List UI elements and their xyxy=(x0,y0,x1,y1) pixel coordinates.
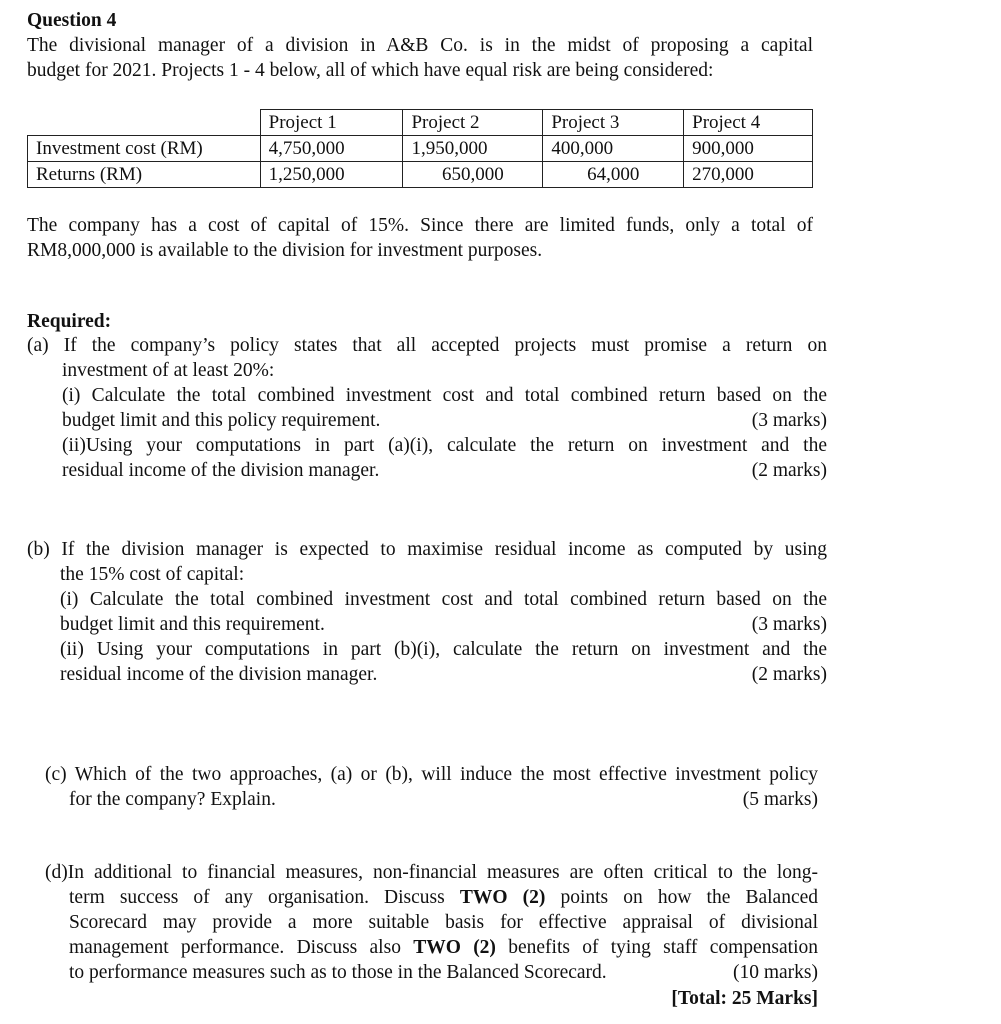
part-c-line-2 xyxy=(69,787,818,812)
projects-table xyxy=(27,109,813,188)
intro-line-2: budget for 2021. Projects 1 - 4 below, all of which have equal risk are being considered: xyxy=(27,60,714,81)
part-d-line-1: (d)In additional to financial measures, non-financial measures are often critical to the long- xyxy=(45,862,818,883)
part-d-text: to performance measures such as to those in the Balanced Scorecard. xyxy=(69,962,607,983)
returns-project-2: 650,000 xyxy=(403,162,543,188)
row-label-investment: Investment cost (RM) xyxy=(28,136,261,162)
investment-project-2: 1,950,000 xyxy=(403,136,543,162)
header-project-3: Project 3 xyxy=(543,110,684,136)
part-b-ii-marks: (2 marks) xyxy=(751,664,827,685)
part-d-marks: (10 marks) xyxy=(732,962,818,983)
table-corner-cell xyxy=(28,110,261,136)
question-header xyxy=(27,8,813,83)
part-c xyxy=(45,762,818,812)
context-line-2: RM8,000,000 is available to the division for investment purposes. xyxy=(27,240,543,261)
question-title: Question 4 xyxy=(27,10,117,31)
investment-project-1: 4,750,000 xyxy=(260,136,403,162)
part-b-ii-line-1: (ii) Using your computations in part (b)(i), calculate the return on investment and the xyxy=(60,639,827,660)
part-b-ii-text: residual income of the division manager. xyxy=(60,664,378,685)
part-a xyxy=(27,333,827,483)
part-d-line-2: term success of any organisation. Discuss TWO (2) points on how the Balanced xyxy=(69,887,819,908)
part-d-line-3: Scorecard may provide a more suitable basis for effective appraisal of divisional xyxy=(69,912,818,933)
part-a-ii-text: residual income of the division manager. xyxy=(62,460,380,481)
part-a-i-line-1: (i) Calculate the total combined investment cost and total combined return based on the xyxy=(62,385,827,406)
part-c-marks: (5 marks) xyxy=(742,789,818,810)
returns-project-4: 270,000 xyxy=(684,162,813,188)
investment-project-3: 400,000 xyxy=(543,136,684,162)
part-b-i-text: budget limit and this requirement. xyxy=(60,614,325,635)
part-a-line-2: investment of at least 20%: xyxy=(62,360,275,381)
context-line-1: The company has a cost of capital of 15%. Since there are limited funds, only a total of xyxy=(27,215,813,236)
part-a-i-marks: (3 marks) xyxy=(751,410,827,431)
part-a-ii-marks: (2 marks) xyxy=(751,460,827,481)
intro-line-1: The divisional manager of a division in A&B Co. is in the midst of proposing a capital xyxy=(27,35,813,56)
total-marks: [Total: 25 Marks] xyxy=(671,988,818,1009)
part-b-line-2: the 15% cost of capital: xyxy=(60,564,245,585)
part-c-text: for the company? Explain. xyxy=(69,789,276,810)
returns-project-3: 64,000 xyxy=(543,162,684,188)
part-a-i-line-2 xyxy=(62,408,827,433)
part-d-line-4: management performance. Discuss also TWO (2) benefits of tying staff compensation xyxy=(69,937,818,958)
part-a-ii-line-1: (ii)Using your computations in part (a)(i), calculate the return on investment and the xyxy=(62,435,827,456)
part-b-i-marks: (3 marks) xyxy=(751,614,827,635)
header-project-2: Project 2 xyxy=(403,110,543,136)
part-a-i-text: budget limit and this policy requirement. xyxy=(62,410,381,431)
table-row xyxy=(28,136,813,162)
table-header-row xyxy=(28,110,813,136)
part-a-line-1: (a) If the company’s policy states that all accepted projects must promise a return on xyxy=(27,335,827,356)
part-c-line-1: (c) Which of the two approaches, (a) or (b), will induce the most effective investment policy xyxy=(45,764,818,785)
row-label-returns: Returns (RM) xyxy=(28,162,261,188)
context-paragraph xyxy=(27,213,813,263)
part-a-ii-line-2 xyxy=(62,458,827,483)
part-d-two-bold-1: TWO (2) xyxy=(459,887,546,908)
part-d-two-bold-2: TWO (2) xyxy=(413,937,496,958)
part-b xyxy=(27,537,827,687)
part-b-i-line-1: (i) Calculate the total combined investment cost and total combined return based on the xyxy=(60,589,827,610)
returns-project-1: 1,250,000 xyxy=(260,162,403,188)
part-d xyxy=(45,860,818,1011)
header-project-4: Project 4 xyxy=(684,110,813,136)
part-b-i-line-2 xyxy=(60,612,827,637)
part-b-line-1: (b) If the division manager is expected to maximise residual income as computed by using xyxy=(27,539,827,560)
part-d-line-5 xyxy=(69,960,818,985)
part-b-ii-line-2 xyxy=(60,662,827,687)
required-heading: Required: xyxy=(27,311,112,332)
table-row xyxy=(28,162,813,188)
header-project-1: Project 1 xyxy=(260,110,403,136)
investment-project-4: 900,000 xyxy=(684,136,813,162)
